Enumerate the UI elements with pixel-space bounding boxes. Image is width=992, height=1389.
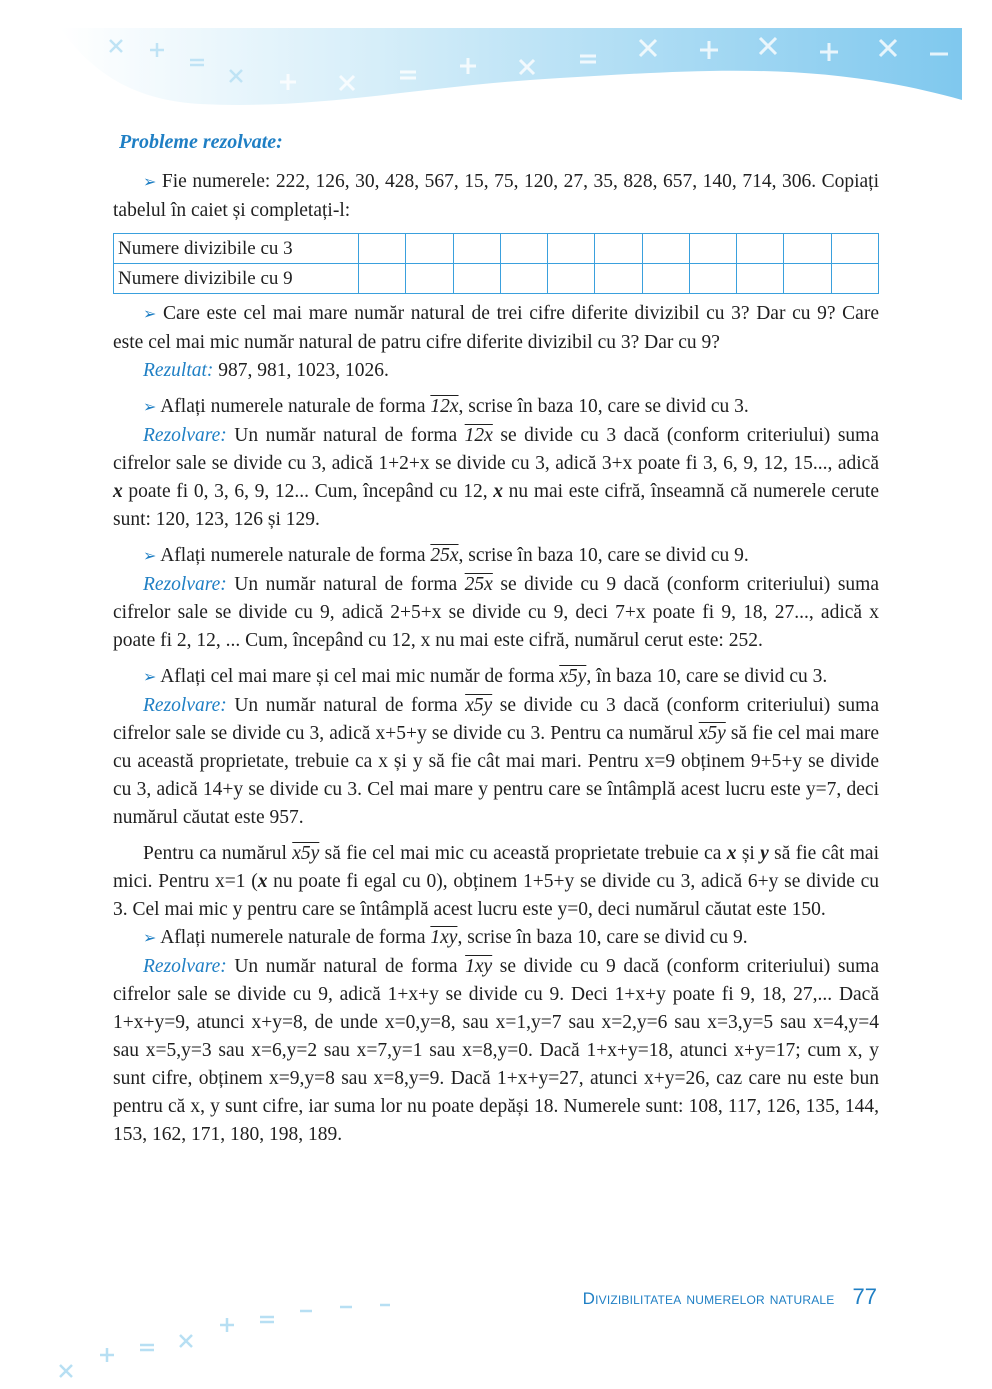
decorative-math-footer	[0, 1275, 480, 1389]
solution-label: Rezolvare:	[143, 956, 227, 977]
problem-2-result: Rezultat: 987, 981, 1023, 1026.	[143, 360, 389, 381]
problem-5-minimum: Pentru ca numărul x5y să fie cel mai mic cu această proprietate trebuie ca x și y să fie cât mai mici. Pentru x=1 (x nu poate fi egal cu 0), obținem 1+5+y se divide cu 3, adică 6+y se divide cu 3. Cel mai mic y pentru care se întâmplă acest lucru este y=0, deci numărul căutat este 150.	[113, 843, 880, 920]
problem-3-solution: Rezolvare: Un număr natural de forma 12x se divide cu 3 dacă (conform criteriului) suma cifrelor sale se divide cu 3, adică 1+2+x se divide cu 3, adică 3+x poate fi 3, 6, 9, 12, 15..., adică x poate fi 0, 3, 6, 9, 12... Cum, începând cu 12, x nu mai este cifră, înseamnă că numerele cerute sunt: 120, 123, 126 și 129.	[113, 425, 879, 530]
solution-label: Rezolvare:	[143, 425, 227, 446]
arrow-bullet-icon: ➢	[143, 930, 157, 947]
table-row	[114, 264, 879, 294]
problem-5: ➢ Aflați cel mai mare și cel mai mic număr de forma x5y, în baza 10, care se divid cu 3.	[143, 666, 828, 687]
solution-label: Rezolvare:	[143, 695, 227, 716]
problem-3: ➢ Aflați numerele naturale de forma 12x, scrise în baza 10, care se divid cu 3.	[143, 396, 749, 417]
problem-5-solution: Rezolvare: Un număr natural de forma x5y se divide cu 3 dacă (conform criteriului) suma cifrelor sale se divide cu 3, adică x+5+y se divide cu 3. Pentru ca numărul x5y să fie cel mai mare cu această proprietate, trebuie ca x și y să fie cât mai mari. Pentru x=9 obținem 9+5+y se divide cu 3, adică 14+y se divide cu 3. Cel mai mare y pentru care se întâmplă acest lucru este y=7, deci numărul căutat este 957.	[113, 695, 879, 828]
row-label: Numere divizibile cu 3	[114, 234, 359, 264]
problem-4: ➢ Aflați numerele naturale de forma 25x, scrise în baza 10, care se divid cu 9.	[143, 545, 749, 566]
problem-6: ➢ Aflați numerele naturale de forma 1xy, scrise în baza 10, care se divid cu 9.	[143, 927, 748, 948]
page-content	[113, 128, 879, 1149]
arrow-bullet-icon: ➢	[143, 669, 157, 686]
section-heading: Probleme rezolvate:	[119, 131, 283, 153]
problem-2: ➢ Care este cel mai mare număr natural de trei cifre diferite divizibil cu 3? Dar cu 9? Care este cel mai mic număr natural de patru cifre diferite divizibil cu 3? Dar cu 9?	[113, 303, 879, 353]
result-label: Rezultat:	[143, 360, 214, 381]
arrow-bullet-icon: ➢	[143, 548, 157, 565]
chapter-title: Divizibilitatea numerelor naturale	[582, 1289, 835, 1308]
solution-label: Rezolvare:	[143, 574, 227, 595]
arrow-bullet-icon: ➢	[143, 174, 157, 191]
arrow-bullet-icon: ➢	[143, 306, 157, 323]
arrow-bullet-icon: ➢	[143, 399, 157, 416]
divisibility-table	[113, 233, 879, 294]
row-label: Numere divizibile cu 9	[114, 264, 359, 294]
problem-1: ➢ Fie numerele: 222, 126, 30, 428, 567, 15, 75, 120, 27, 35, 828, 657, 140, 714, 306. Copiați tabelul în caiet și completați-l:	[113, 171, 879, 221]
problem-4-solution: Rezolvare: Un număr natural de forma 25x se divide cu 9 dacă (conform criteriului) suma cifrelor sale se divide cu 9, adică 2+5+x se divide cu 9, deci 7+x poate fi 9, 18, 27..., adică x poate fi 2, 12, ... Cum, începând cu 12, x nu mai este cifră, numărul cerut este: 252.	[113, 574, 879, 651]
problem-6-solution: Rezolvare: Un număr natural de forma 1xy se divide cu 9 dacă (conform criteriului) suma cifrelor sale se divide cu 9, adică 1+x+y se divide cu 9. Deci 1+x+y poate fi 9, 18, 27,... Dacă 1+x+y=9, atunci x+y=8, de unde x=0,y=8, sau x=1,y=7 sau x=2,y=6 sau x=3,y=5 sau x=4,y=4 sau x=5,y=3 sau x=6,y=2 sau x=7,y=1 sau x=8,y=0. Dacă 1+x+y=18, atunci x+y=17; cum x, y sunt cifre, obținem x=9,y=8 sau x=8,y=9. Dacă 1+x+y=27, atunci x+y=26, caz care nu este bun pentru că x, y sunt cifre, iar suma lor nu poate depăși 18. Numerele sunt: 108, 117, 126, 135, 144, 153, 162, 171, 180, 198, 189.	[113, 956, 879, 1145]
table-row	[114, 234, 879, 264]
decorative-math-banner	[0, 0, 992, 140]
page-number: 77	[852, 1284, 877, 1309]
page-footer	[583, 1284, 877, 1310]
